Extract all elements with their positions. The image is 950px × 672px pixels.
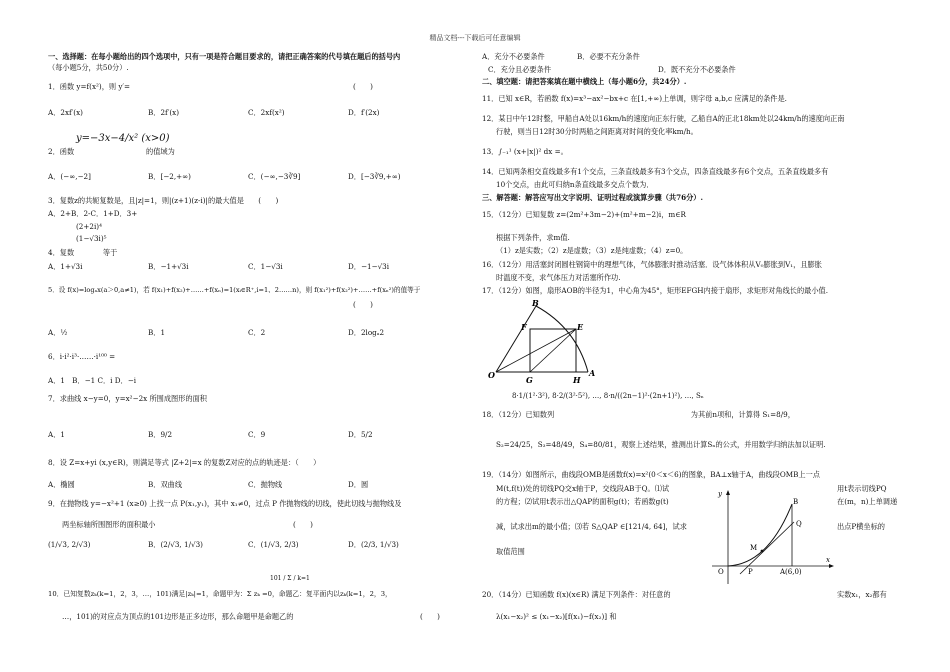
q9-text: 9．在抛物线 y=−x²+1 (x≥0) 上找一点 P(x₁,y₁)，其中 x₁≠0，过点 P 作抛物线的切线，使此切线与抛物线及 xyxy=(48,499,402,508)
q10-options-row2 xyxy=(482,65,902,75)
q5-opt-a: A．½ xyxy=(48,328,68,337)
q1-opt-a: A．2xf′(x) xyxy=(48,108,83,117)
label-x: x xyxy=(826,556,830,564)
q18-series: 8·1/(1²·3²), 8·2/(3²·5²), …, 8·n/((2n−1)²·(2n+1)²), …, Sₙ xyxy=(512,392,704,400)
label-h: H xyxy=(573,375,581,385)
q1-opt-c: C．2xf(x²) xyxy=(248,108,285,117)
q17-text: 17．（12分）如图，扇形AOB的半径为1，中心角为45°，矩形EFGH内接于扇形，求矩形对角线长的最小值. xyxy=(482,286,829,295)
label-e: E xyxy=(577,322,584,332)
q9-options xyxy=(48,540,468,550)
q4-text: 4．复数 等于 xyxy=(48,248,118,257)
label-f: F xyxy=(521,322,527,332)
q10-opt-b: B．必要不充分条件 xyxy=(577,52,640,61)
q20-text-right: 实数x₁，x₂都有 xyxy=(837,590,887,599)
q10-sum-symbol: 101 / Σ / k=1 xyxy=(270,575,310,582)
q18-text-2: S₂=24/25，S₃=48/49，S₄=80/81，观察上述结果，推测出计算Sₙ的公式，并用数学归纳法加以证明. xyxy=(496,440,826,449)
q5-opt-b: B．1 xyxy=(148,328,166,337)
q2-text: 2．函数 的值域为 xyxy=(48,147,175,156)
q4-fraction-top: (2+2i)⁴ xyxy=(76,222,102,231)
q18-text: 18．（12分）已知数列 为其前n项和，计算得 S₁=8/9， xyxy=(482,410,795,419)
q12-text-2: 行驶，则当日12时30分时两船之间距离对时间的变化率km/h。 xyxy=(496,127,698,136)
q19-text-1: 19．（14分）如图所示，曲线段OMB是函数f(x)=x²(0＜x＜6)的图象，BA⊥x轴于A，曲线段OMB上一点 xyxy=(482,470,820,479)
q6-options: A．1 B．−1 C．i D．−i xyxy=(48,376,137,385)
q7-options xyxy=(48,430,468,440)
label-a: A(6,0) xyxy=(780,568,802,576)
q10-opt-a: A．充分不必要条件 xyxy=(482,52,545,61)
q1-text: 1．函数 y=f(x²)，则 y′= xyxy=(48,82,131,91)
q4-opt-a: A．1+√3i xyxy=(48,262,83,271)
section2-title: 二、填空题：请把答案填在题中横线上（每小题6分，共24分）. xyxy=(482,77,687,86)
point-m xyxy=(761,550,764,553)
section1-note: （每小题5分，共50分）. xyxy=(48,63,129,72)
label-p: P xyxy=(748,568,753,576)
q8-opt-b: B．双曲线 xyxy=(148,480,183,489)
label-a: A xyxy=(589,368,596,378)
q7-opt-c: C．9 xyxy=(248,430,266,439)
q19-text-4: 减，试求出m的最小值；⑶若 S△QAP ∈[121/4, 64]，试求 xyxy=(496,522,687,531)
label-m: M xyxy=(750,544,758,552)
q16-text-2: 时温度不变，求气体压力对活塞所作功. xyxy=(496,273,621,282)
q19-text-4-right: 出点P横坐标的 xyxy=(837,522,885,531)
q3-text: 3．复数z的共轭复数是，且|z|=1，则|(z+1)(z-i)|的最大值是 ( ) xyxy=(48,196,279,205)
q9-opt-a: (1/√3, 2/√3) xyxy=(48,540,91,549)
label-q: Q xyxy=(796,520,802,528)
section1-title: 一、选择题：在每小题给出的四个选项中，只有一项是符合题目要求的，请把正确答案的代号填在题后的括号内 xyxy=(48,52,401,61)
q11-text: 11．已知 x∈R，若函数 f(x)=x³−ax²−bx+c 在[1,+∞)上单调，则字母 a,b,c 应满足的条件是. xyxy=(482,94,787,103)
q19-text-3: 的方程；⑵试用t表示出△QAP的面积g(t)；若函数g(t) xyxy=(496,497,669,506)
q5-opt-c: C．2 xyxy=(248,328,266,337)
q4-opt-c: C．1−√3i xyxy=(248,262,283,271)
label-b: B xyxy=(532,298,539,308)
q9-paren: ( ) xyxy=(293,520,313,529)
q8-opt-a: A．椭圆 xyxy=(48,480,75,489)
q7-text: 7．求曲线 x−y=0，y=x²−2x 所围成图形的面积 xyxy=(48,394,207,403)
q15-text: 15．（12分）已知复数 z=(2m²+3m−2)+(m²+m−2)i，m∈R xyxy=(482,210,686,219)
q8-opt-c: C．抛物线 xyxy=(248,480,283,489)
q7-opt-a: A．1 xyxy=(48,430,65,439)
q2-opt-b: B．[−2,+∞) xyxy=(148,172,191,181)
x-axis-arrow xyxy=(829,564,834,568)
q10-text-2: …，101)的对应点为顶点的101边形是正多边形，那么命题甲是命题乙的 xyxy=(62,612,294,621)
q14-text: 14．已知两条相交直线最多有1个交点，三条直线最多有3个交点，四条直线最多有6个交点，五条直线最多有 xyxy=(482,167,829,176)
q6-text: 6．i·i²·i³·……·i¹⁰⁰ = xyxy=(48,352,116,361)
label-o: O xyxy=(718,568,724,576)
q3-options: A．2+B．2-C．1+D．3+ xyxy=(48,209,138,218)
q12-text: 12．某日中午12时整，甲船自A处以16km/h的速度向正东行驶，乙船自A的正北18km处以24km/h的速度向正南 xyxy=(482,114,845,123)
q7-opt-d: D．5/2 xyxy=(348,430,373,439)
q19-text-5: 取值范围 xyxy=(496,547,525,556)
q8-text: 8．设 Z=x+yi (x,y∈R)，则满足等式 |Z+2|=x 的复数Z对应的点的轨迹是：（ ） xyxy=(48,458,321,467)
q5-opt-d: D．2logₐ2 xyxy=(348,328,385,337)
q10-opt-c: C．充分且必要条件 xyxy=(488,65,552,74)
q4-options xyxy=(48,262,468,272)
q2-opt-c: C．(−∞,−3∛9] xyxy=(248,172,301,181)
arc-ab xyxy=(536,306,588,372)
q15-text-3: （1）z是实数；（2）z是虚数；（3）z是纯虚数；（4）z=0。 xyxy=(496,246,688,255)
q10-options-row1 xyxy=(482,52,902,62)
q1-paren: ( ) xyxy=(353,82,373,91)
q20-text: 20．（14分）已知函数 f(x)(x∈R) 满足下列条件：对任意的 xyxy=(482,590,671,599)
q8-options xyxy=(48,480,468,490)
q19-text-2: M(t,f(t))处的切线PQ交x轴于P，交线段AB于Q。⑴试 xyxy=(496,484,670,493)
q2-opt-a: A．(−∞,−2] xyxy=(48,172,91,181)
q10-paren: ( ) xyxy=(420,612,440,621)
q16-text: 16．（12分）用活塞封闭圆柱钢筒中的理想气体，气体膨胀时推动活塞．设气体体积从V₀膨胀到V₁，且膨胀 xyxy=(482,260,822,269)
q1-opt-d: D．f′(2x) xyxy=(348,108,380,117)
line-oe xyxy=(496,329,576,372)
sector-figure xyxy=(488,298,598,388)
q9-opt-d: D．(2/3, 1/√3) xyxy=(348,540,399,549)
q10-text: 10．已知复数zₖ(k=1，2，3，…，101)满足|zₖ|=1，命题甲为：Σ zₖ =0，命题乙：复平面内以zₖ(k=1，2，3， xyxy=(48,590,392,598)
page-header: 精品文档---下载后可任意编辑 xyxy=(429,34,521,42)
q4-opt-d: D．−1−√3i xyxy=(348,262,390,271)
q9-opt-c: C．(1/√3, 2/3) xyxy=(248,540,299,549)
q9-text-2: 两坐标轴所围图形的面积最小 xyxy=(62,520,156,529)
q8-opt-d: D．圆 xyxy=(348,480,369,489)
q20-text-2: λ(x₁−x₂)² ≤ (x₁−x₂)[f(x₁)−f(x₂)] 和 xyxy=(496,612,617,621)
q1-opt-b: B．2f′(x) xyxy=(148,108,179,117)
q19-text-2-right: 用t表示切线PQ xyxy=(837,484,887,493)
q4-fraction-bottom: (1−√3i)⁵ xyxy=(76,234,107,243)
q15-text-2: 根据下列条件，求m值. xyxy=(496,233,570,242)
q2-expression: y=−3x−4/x² (x>0) xyxy=(76,133,170,144)
curve-omb xyxy=(728,504,792,566)
parabola-figure xyxy=(710,488,835,588)
q19-text-3-right: 在(m，n)上单调递 xyxy=(837,497,898,506)
diagonal-ge xyxy=(530,329,576,372)
q5-options xyxy=(48,328,468,338)
q14-text-2: 10个交点，由此可归纳n条直线最多交点个数为． xyxy=(496,180,654,189)
q2-options xyxy=(48,172,468,182)
label-b: B xyxy=(793,498,799,506)
label-o: O xyxy=(488,370,495,380)
q7-opt-b: B．9/2 xyxy=(148,430,173,439)
q2-opt-d: D．[−3∛9,+∞) xyxy=(348,172,401,181)
q5-paren: ( ) xyxy=(353,300,373,309)
q10-opt-d: D．既不充分不必要条件 xyxy=(658,65,736,74)
section3-title: 三、解答题：解答应写出文字说明、证明过程或演算步骤（共76分）. xyxy=(482,193,703,202)
q9-opt-b: B．(2/√3, 1/√3) xyxy=(148,540,203,549)
q13-text: 13．∫₋₁¹ (x+|x|)² dx =。 xyxy=(482,147,568,156)
y-axis-arrow xyxy=(726,490,730,495)
q1-options xyxy=(48,108,468,118)
label-y: y xyxy=(718,490,722,498)
label-g: G xyxy=(526,375,533,385)
q5-text: 5．设 f(x)=logₐx(a＞0,a≠1)，若 f(x₁)+f(x₂)+……+f(xₙ)=1(xᵢ∈R⁺,i=1、2……n)，则 f(x₁²)+f(x₂²)+……+f(xₙ²)的值等于 xyxy=(48,286,421,294)
q4-opt-b: B．−1+√3i xyxy=(148,262,189,271)
